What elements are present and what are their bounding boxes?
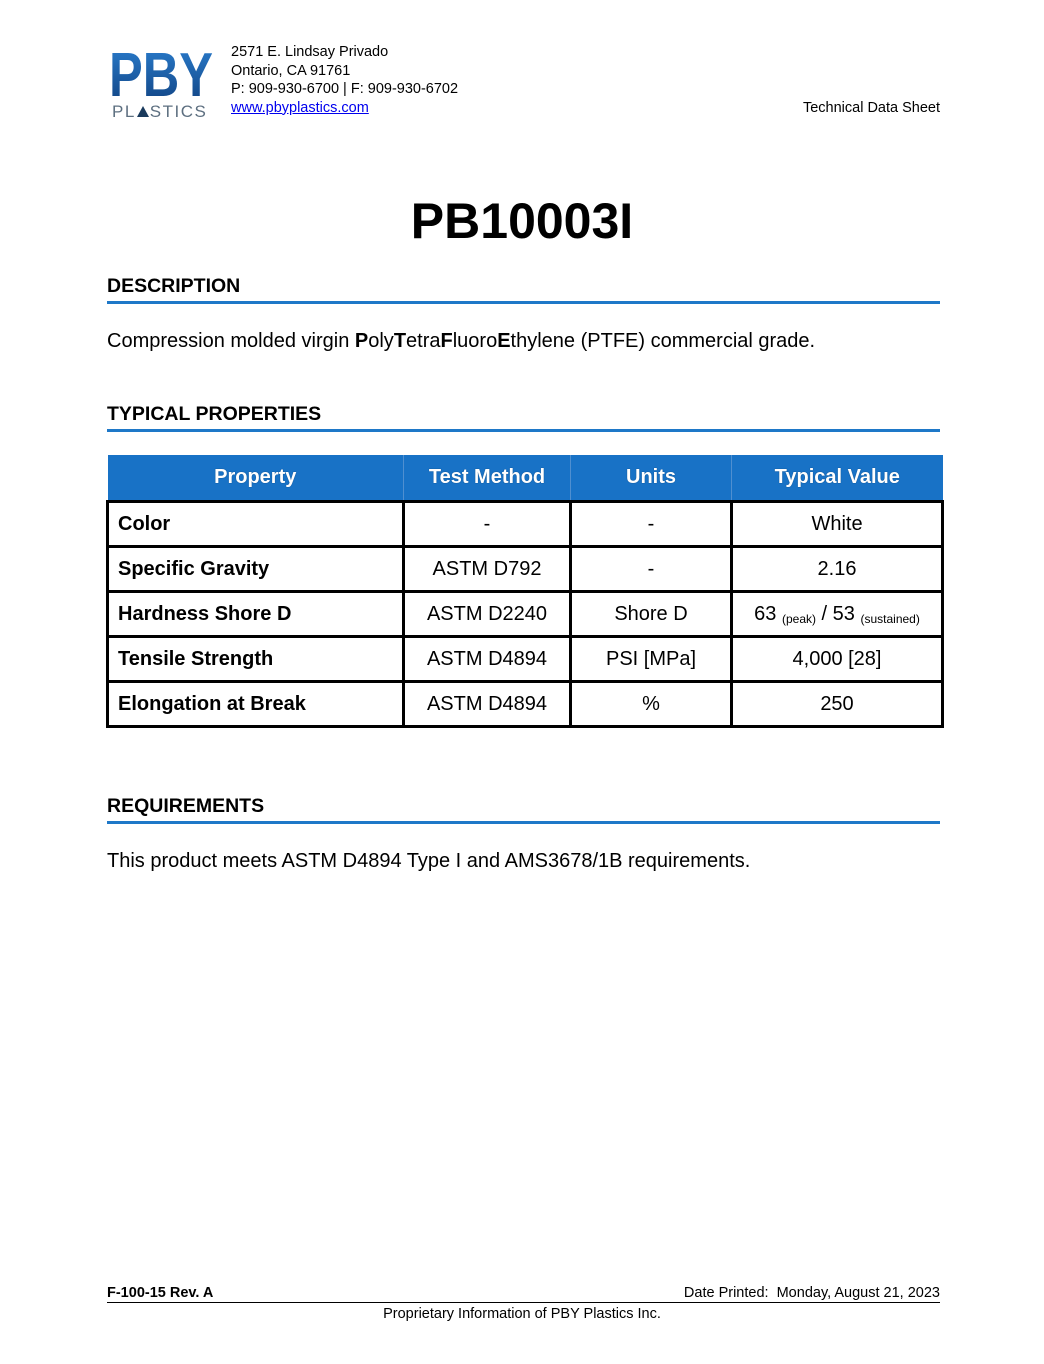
method-cell: ASTM D2240 (404, 592, 571, 637)
method-cell: ASTM D4894 (404, 682, 571, 727)
description-segment: F (440, 330, 453, 352)
form-id: F-100-15 Rev. A (107, 1285, 214, 1301)
typical-properties-heading: TYPICAL PROPERTIES (107, 403, 940, 432)
method-cell: ASTM D792 (404, 547, 571, 592)
property-cell: Color (108, 502, 404, 547)
description-segment: etra (406, 330, 441, 352)
description-segment: thylene (PTFE) commercial grade. (510, 330, 816, 352)
footer-divider (107, 1302, 940, 1303)
description-segment: oly (368, 330, 394, 352)
property-cell: Hardness Shore D (108, 592, 404, 637)
column-header: Test Method (404, 455, 571, 502)
date-printed: Date Printed: Monday, August 21, 2023 (683, 1285, 940, 1301)
column-header: Typical Value (732, 455, 943, 502)
value-cell: 2.16 (732, 547, 943, 592)
units-cell: PSI [MPa] (571, 637, 732, 682)
proprietary-notice: Proprietary Information of PBY Plastics Inc. (383, 1306, 661, 1322)
units-cell: - (571, 502, 732, 547)
properties-table (106, 455, 944, 728)
value-cell: 63 $_{(peak)}$ / 53 $_{(sustained)}$ (732, 592, 943, 637)
value-cell: 250 (732, 682, 943, 727)
phone-fax: P: 909-930-6700 | F: 909-930-6702 (231, 81, 459, 97)
description-text (107, 330, 815, 353)
units-cell: % (571, 682, 732, 727)
property-cell: Tensile Strength (108, 637, 404, 682)
sustained-note: (sustained) (860, 611, 920, 626)
property-cell: Specific Gravity (108, 547, 404, 592)
description-segment: luoro (452, 330, 498, 352)
table-row (108, 592, 943, 637)
product-title: PB10003I (410, 193, 634, 249)
logo-text: PBY (109, 44, 213, 102)
triangle-icon (137, 106, 149, 117)
property-cell: Elongation at Break (108, 682, 404, 727)
units-cell: Shore D (571, 592, 732, 637)
method-cell: - (404, 502, 571, 547)
table-row (108, 547, 943, 592)
address-line-2: Ontario, CA 91761 (231, 62, 351, 79)
column-header: Units (571, 455, 732, 502)
company-logo (108, 44, 214, 122)
website-link[interactable]: www.pbyplastics.com (231, 99, 369, 116)
units-cell: - (571, 547, 732, 592)
table-header-row (108, 455, 943, 502)
value-cell: White (732, 502, 943, 547)
description-segment: P (354, 330, 369, 352)
description-segment: T (393, 330, 407, 352)
table-row (108, 637, 943, 682)
logo-mark (108, 44, 214, 102)
logo-subtitle: PL STICS (112, 102, 208, 121)
company-address (231, 43, 458, 117)
description-segment: E (497, 330, 511, 352)
requirements-heading: REQUIREMENTS (107, 795, 940, 824)
table-row (108, 502, 943, 547)
column-header: Property (108, 455, 404, 502)
value-cell: 4,000 [28] (732, 637, 943, 682)
description-segment: Compression molded virgin (107, 330, 355, 352)
peak-note: (peak) (781, 611, 816, 626)
document-type: Technical Data Sheet (802, 100, 940, 116)
description-heading: DESCRIPTION (107, 275, 940, 304)
address-line-1: 2571 E. Lindsay Privado (231, 44, 389, 60)
table-row (108, 682, 943, 727)
requirements-text: This product meets ASTM D4894 Type I and AMS3678/1B requirements. (107, 850, 751, 872)
method-cell: ASTM D4894 (404, 637, 571, 682)
